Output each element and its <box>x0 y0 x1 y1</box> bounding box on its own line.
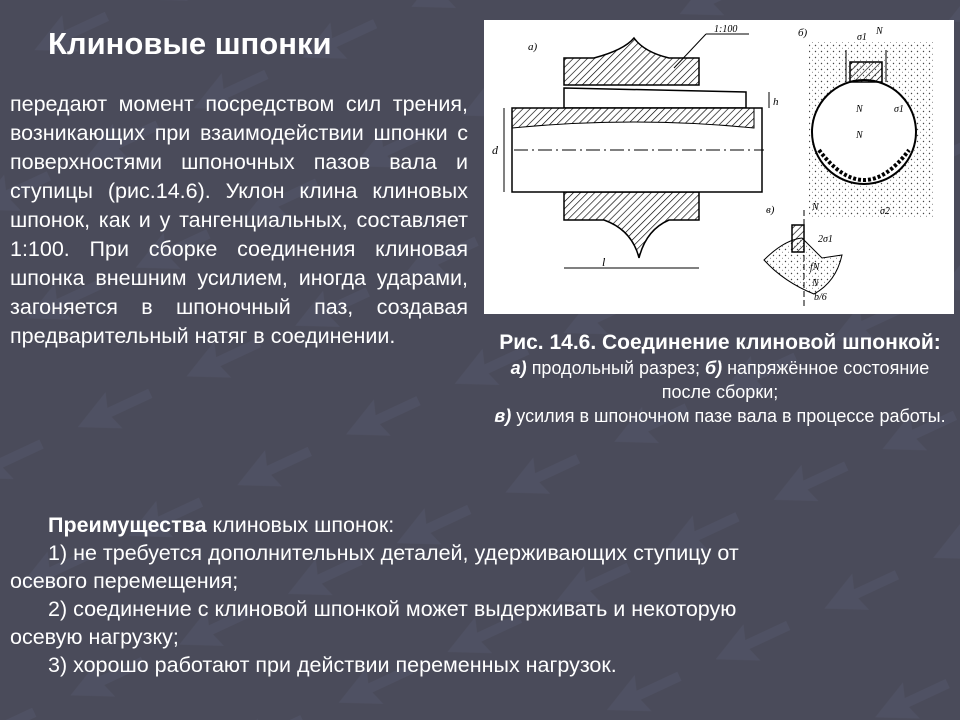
advantages-block <box>10 511 950 679</box>
label-sigma1-top: σ1 <box>857 32 867 43</box>
label-N-low: N <box>856 130 863 141</box>
caption-line-v <box>490 404 950 428</box>
label-sigma1-right: σ1 <box>894 104 904 115</box>
caption-marker-a: а) <box>510 358 527 378</box>
label-b: б) <box>798 27 808 39</box>
label-a: а) <box>528 41 538 53</box>
label-h: h <box>773 96 779 108</box>
advantage-1-line-b: осевого перемещения; <box>10 569 239 593</box>
label-N-v2: N <box>812 278 819 289</box>
label-fN: fN <box>810 262 820 273</box>
figure-caption <box>490 330 950 428</box>
figure-14-6 <box>484 20 954 314</box>
caption-text-a: продольный разрез; <box>526 358 705 378</box>
label-b6: b/6 <box>814 292 827 303</box>
advantage-1-line-a: 1) не требуется дополнительных деталей, удерживающих ступицу от <box>48 541 739 565</box>
key-fragment <box>792 225 804 252</box>
shaft-circle <box>812 80 916 184</box>
hub-upper <box>564 38 699 85</box>
advantage-2-line-b: осевую нагрузку; <box>10 625 179 649</box>
label-l: l <box>602 255 606 269</box>
caption-title: Рис. 14.6. Соединение клиновой шпонкой: <box>499 331 941 354</box>
caption-text-v: усилия в шпоночном пазе вала в процессе работы. <box>511 406 946 426</box>
main-paragraph: передают момент посредством сил трения, возникающих при взаимодействии шпонки с поверхностями шпоночных пазов вала и ступицы (рис.14.6). Уклон клина клиновых шпонок, как и у тангенциальных, составляет 1:100. При сборке соединения клиновая шпонка внешним усилием, иногда ударами, загоняется в шпоночный паз, создавая предварительный натяг в соединении. <box>10 92 468 348</box>
caption-marker-b: б) <box>704 358 723 378</box>
caption-text-b: напряжённое состояние после сборки; <box>661 358 930 402</box>
label-N-v: N <box>812 202 819 213</box>
key-section <box>850 62 882 82</box>
label-d: d <box>492 143 498 157</box>
key-joint-drawing <box>484 20 954 314</box>
wedge-key <box>564 88 746 108</box>
caption-marker-v: в) <box>494 406 512 426</box>
advantages-heading-rest: клиновых шпонок: <box>206 513 395 537</box>
slide-title: Клиновые шпонки <box>48 26 332 61</box>
advantage-3: 3) хорошо работают при действии переменных нагрузок. <box>48 653 617 677</box>
hub-lower <box>564 192 699 258</box>
view-v-forces <box>764 202 842 308</box>
label-slope: 1:100 <box>714 24 738 35</box>
view-b-stress-state <box>798 26 934 217</box>
advantages-heading-bold: Преимущества <box>48 513 207 537</box>
view-a-longitudinal-section <box>492 24 779 269</box>
label-sigma2: σ2 <box>880 206 890 217</box>
label-N-mid: N <box>856 104 863 115</box>
label-N-top: N <box>876 26 883 37</box>
advantage-2-line-a: 2) соединение с клиновой шпонкой может выдерживать и некоторую <box>48 597 737 621</box>
advantages-heading <box>10 511 950 539</box>
label-v: в) <box>766 204 775 216</box>
label-2sigma: 2σ1 <box>818 234 833 245</box>
caption-line-ab <box>490 356 950 404</box>
